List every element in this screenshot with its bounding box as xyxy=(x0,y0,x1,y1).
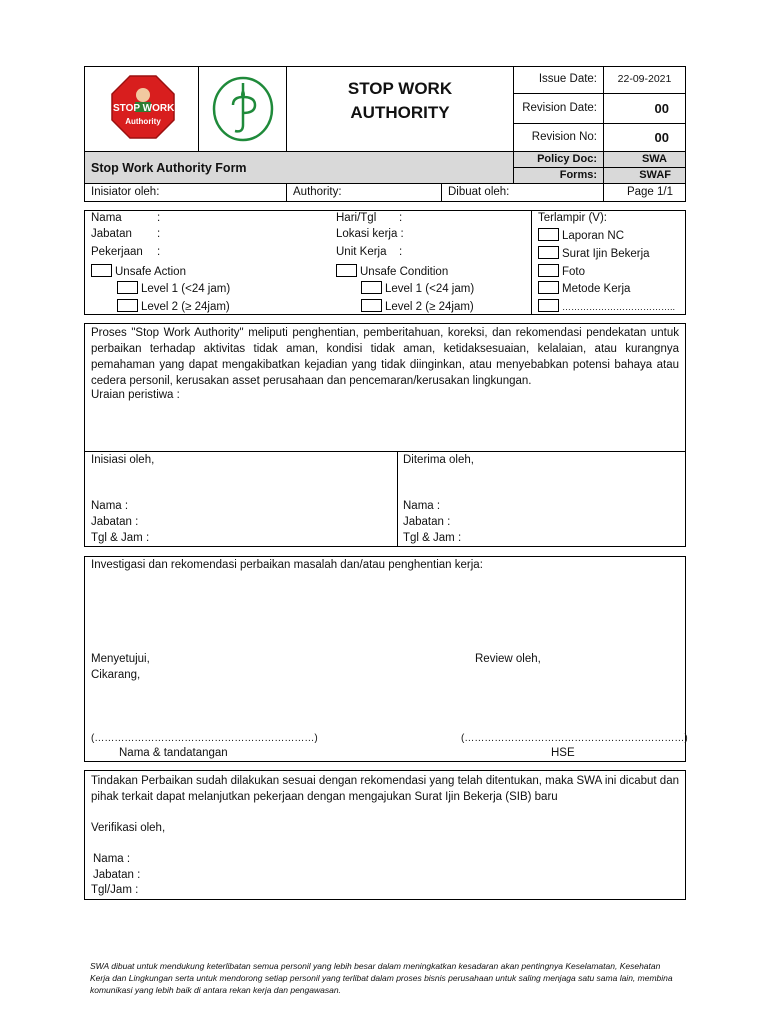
verifier-tgl-jam[interactable]: Tgl/Jam : xyxy=(91,884,139,896)
unsafe-condition-label: Unsafe Condition xyxy=(360,266,449,278)
issue-date-value: 22-09-2021 xyxy=(617,73,672,85)
form-name: Stop Work Authority Form xyxy=(91,161,247,175)
forms-label: Forms: xyxy=(559,169,597,181)
title-line-2: AUTHORITY xyxy=(350,103,450,122)
page-number-cell xyxy=(603,183,686,202)
laporan-nc-checkbox[interactable] xyxy=(538,228,559,241)
action-level2-option[interactable] xyxy=(117,299,230,313)
receiver-tgl-jam[interactable]: Tgl & Jam : xyxy=(403,532,462,544)
corrective-description: Tindakan Perbaikan sudah dilakukan sesuai dengan rekomendasi yang telah ditentukan, maka SWA ini dicabut dan pihak terkait dapat melanjutkan pekerjaan dengan mengajukan Surat Ijin Bekerja (SIB) baru xyxy=(91,775,679,803)
initiator-jabatan[interactable]: Jabatan : xyxy=(91,516,139,528)
page-number: Page 1/1 xyxy=(626,186,673,198)
initiator-tgl-jam[interactable]: Tgl & Jam : xyxy=(91,532,150,544)
verified-by-label: Verifikasi oleh, xyxy=(91,822,166,834)
issue-date-value-cell xyxy=(603,66,686,94)
revision-date-label-cell xyxy=(513,93,604,124)
stop-work-logo-cell xyxy=(84,66,199,154)
signature-right[interactable]: (…………………………………………………………) xyxy=(461,733,688,744)
initiated-by-label: Inisiasi oleh, xyxy=(91,454,155,466)
form-title-cell xyxy=(286,66,514,154)
receiver-jabatan[interactable]: Jabatan : xyxy=(403,516,451,528)
unit-kerja-label: Unit Kerja xyxy=(336,246,387,258)
revision-no-label-cell xyxy=(513,123,604,152)
logo-brand-text: STOP WORK xyxy=(113,103,175,114)
company-logo-cell xyxy=(198,66,287,154)
company-emblem-icon xyxy=(211,75,275,143)
revision-date-label: Revision Date: xyxy=(522,102,597,114)
attachment-laporan-nc[interactable] xyxy=(538,228,624,242)
metode-kerja-checkbox[interactable] xyxy=(538,281,559,294)
policy-doc-value: SWA xyxy=(641,153,667,165)
condition-level1-checkbox[interactable] xyxy=(361,281,382,294)
surat-ijin-label: Surat Ijin Bekerja xyxy=(562,248,650,260)
caption-right: HSE xyxy=(551,747,575,759)
nama-colon: : xyxy=(157,212,161,224)
forms-label-cell xyxy=(513,167,604,184)
lokasi-kerja-label: Lokasi kerja : xyxy=(336,228,404,240)
authority-label: Authority: xyxy=(293,186,342,198)
revision-no-value-cell xyxy=(603,123,686,152)
condition-level2-option[interactable] xyxy=(361,299,474,313)
issue-date-label: Issue Date: xyxy=(538,73,597,85)
process-block xyxy=(84,323,686,547)
hari-tgl-colon: : xyxy=(399,212,403,224)
forms-value-cell xyxy=(603,167,686,184)
verifier-jabatan[interactable]: Jabatan : xyxy=(93,869,141,881)
place-label: Cikarang, xyxy=(91,669,141,681)
foto-checkbox[interactable] xyxy=(538,264,559,277)
info-block xyxy=(84,210,686,315)
policy-doc-value-cell xyxy=(603,151,686,168)
initiator-cell[interactable] xyxy=(84,183,287,202)
initiator-nama[interactable]: Nama : xyxy=(91,500,129,512)
metode-kerja-label: Metode Kerja xyxy=(562,283,631,295)
nama-label: Nama xyxy=(91,212,122,224)
initiator-label: Inisiator oleh: xyxy=(91,186,160,198)
attachment-other[interactable] xyxy=(538,299,675,313)
jabatan-colon: : xyxy=(157,228,161,240)
forms-value: SWAF xyxy=(639,169,671,181)
other-label: ……………………………….. xyxy=(562,302,676,312)
attached-label: Terlampir (V): xyxy=(538,212,608,224)
approved-label: Menyetujui, xyxy=(91,653,150,665)
action-level1-label: Level 1 (<24 jam) xyxy=(141,283,231,295)
unsafe-action-option[interactable] xyxy=(91,264,186,278)
verifier-nama[interactable]: Nama : xyxy=(93,853,131,865)
investigation-block xyxy=(84,556,686,762)
jabatan-label: Jabatan xyxy=(91,228,132,240)
revision-no-label: Revision No: xyxy=(531,131,597,143)
revision-date-value: 00 xyxy=(654,101,669,116)
condition-level1-label: Level 1 (<24 jam) xyxy=(385,283,475,295)
incident-label[interactable]: Uraian peristiwa : xyxy=(91,389,180,401)
policy-doc-label: Policy Doc: xyxy=(537,153,597,165)
unit-kerja-colon: : xyxy=(399,246,403,258)
action-level2-checkbox[interactable] xyxy=(117,299,138,312)
condition-level2-label: Level 2 (≥ 24jam) xyxy=(385,301,474,313)
made-by-cell[interactable] xyxy=(441,183,604,202)
process-description: Proses "Stop Work Authority" meliputi penghentian, pemberitahuan, koreksi, dan rekomendasi pendekatan untuk perbaikan terhadap aktivitas tidak aman, kondisi tidak aman, ketidaksesuaian, kelalaian, atau kurangnya pemahaman yang dapat mengakibatkan kejadian yang tidak diinginkan, atau menyebabkan potensi bahaya atau cedera personil, kerusakan asset perusahaan dan pencemaran/kerusakan lingkungan. xyxy=(91,327,679,387)
received-by-label: Diterima oleh, xyxy=(403,454,474,466)
logo-sub-text: Authority xyxy=(125,117,161,126)
condition-level2-checkbox[interactable] xyxy=(361,299,382,312)
unsafe-action-checkbox[interactable] xyxy=(91,264,112,277)
signature-left[interactable]: (…………………………………………………………) xyxy=(91,733,318,744)
condition-level1-option[interactable] xyxy=(361,281,474,295)
corrective-block xyxy=(84,770,686,900)
authority-cell[interactable] xyxy=(286,183,442,202)
revision-no-value: 00 xyxy=(654,130,669,145)
attachment-surat-ijin[interactable] xyxy=(538,246,650,260)
unsafe-condition-checkbox[interactable] xyxy=(336,264,357,277)
title-line-1: STOP WORK xyxy=(347,79,453,98)
attachment-metode-kerja[interactable] xyxy=(538,281,630,295)
caption-left: Nama & tandatangan xyxy=(119,747,228,759)
form-name-cell xyxy=(84,151,514,184)
review-label: Review oleh, xyxy=(475,653,541,665)
initiation-divider-v xyxy=(397,451,398,546)
other-checkbox[interactable] xyxy=(538,299,559,312)
hari-tgl-label: Hari/Tgl xyxy=(336,212,377,224)
action-level2-label: Level 2 (≥ 24jam) xyxy=(141,301,230,313)
made-by-label: Dibuat oleh: xyxy=(448,186,510,198)
foto-label: Foto xyxy=(562,266,586,278)
initiation-divider-h xyxy=(85,451,685,452)
issue-date-label-cell xyxy=(513,66,604,94)
action-level1-checkbox[interactable] xyxy=(117,281,138,294)
surat-ijin-checkbox[interactable] xyxy=(538,246,559,259)
investigation-label[interactable]: Investigasi dan rekomendasi perbaikan masalah dan/atau penghentian kerja: xyxy=(91,559,483,571)
attachment-foto[interactable] xyxy=(538,264,585,278)
action-level1-option[interactable] xyxy=(117,281,230,295)
laporan-nc-label: Laporan NC xyxy=(562,230,625,242)
unsafe-action-label: Unsafe Action xyxy=(115,266,186,278)
pekerjaan-colon: : xyxy=(157,246,161,258)
policy-doc-label-cell xyxy=(513,151,604,168)
info-divider xyxy=(531,211,532,314)
revision-date-value-cell xyxy=(603,93,686,124)
footer-note: SWA dibuat untuk mendukung keterlibatan semua personil yang lebih besar dalam meningkatkan kesadaran akan pentingnya Keselamatan, Kesehatan Kerja dan Lingkungan serta untuk mendorong setiap personil yang terlibat dalam proses bisnis perusahaan untuk saling menjaga satu sama lain, membina komunikasi yang lebih baik di antara rekan kerja dan pengawasan. xyxy=(90,961,673,995)
pekerjaan-label: Pekerjaan xyxy=(91,246,143,258)
receiver-nama[interactable]: Nama : xyxy=(403,500,441,512)
unsafe-condition-option[interactable] xyxy=(336,264,448,278)
